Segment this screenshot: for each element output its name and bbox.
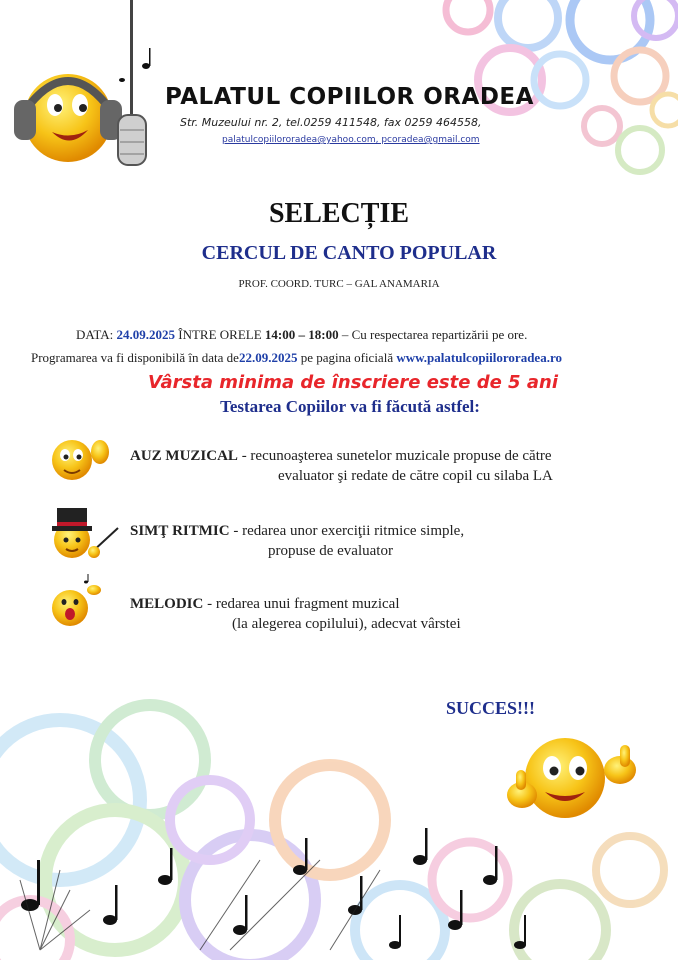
criterion-line1: - redarea unor exerciţii ritmice simple,	[233, 523, 465, 539]
programming-text-middle: pe pagina oficială	[300, 350, 394, 365]
criterion-line2: evaluator şi redate de către copil cu silaba LA	[278, 468, 553, 484]
programming-date: 22.09.2025	[238, 350, 298, 365]
criterion-name: MELODIC	[130, 596, 204, 612]
schedule-note: – Cu respectarea repartizării pe ore.	[341, 327, 528, 342]
criterion-melodic	[130, 594, 461, 634]
coordinator: PROF. COORD. TURC – GAL ANAMARIA	[238, 278, 440, 290]
min-age-notice: Vârsta minima de înscriere este de 5 ani	[148, 372, 558, 393]
selection-hours: 14:00 – 18:00	[264, 327, 339, 342]
criterion-name: AUZ MUZICAL	[130, 448, 238, 464]
criterion-line1: - redarea unui fragment muzical	[207, 596, 400, 612]
hours-label: ÎNTRE ORELE	[178, 327, 262, 342]
selection-date: 24.09.2025	[116, 327, 175, 342]
programming-line	[31, 350, 562, 366]
listening-emoji-icon	[52, 440, 109, 480]
thumbs-up-emoji-icon	[507, 738, 636, 818]
page-title: SELECȚIE	[268, 198, 410, 229]
criterion-simt-ritmic	[130, 521, 464, 561]
closing-message: SUCCES!!!	[446, 698, 536, 718]
criterion-line2: propuse de evaluator	[268, 543, 393, 559]
criterion-line1: - recunoaşterea sunetelor muzicale propuse de către	[241, 448, 552, 464]
org-address: Str. Muzeului nr. 2, tel.0259 411548, fax 0259 464558,	[180, 116, 482, 129]
criterion-auz-muzical	[130, 446, 553, 486]
org-name: PALATUL COPIILOR ORADEA	[165, 84, 534, 110]
microphone-icon	[118, 0, 151, 165]
top-hat-conductor-emoji-icon	[52, 508, 118, 558]
logo-headphones-emoji-icon	[14, 74, 122, 162]
programming-text-before: Programarea va fi disponibilă în data de	[31, 350, 239, 365]
page-subtitle: CERCUL DE CANTO POPULAR	[201, 242, 497, 264]
testing-intro: Testarea Copiilor va fi făcută astfel:	[220, 397, 480, 416]
criterion-line2: (la alegerea copilului), adecvat vârstei	[232, 616, 461, 632]
date-label: DATA:	[76, 327, 114, 342]
schedule-line	[76, 327, 527, 343]
org-emails[interactable]: palatulcopiilororadea@yahoo.com, pcoradea@gmail.com	[222, 135, 480, 145]
website-link[interactable]: www.palatulcopiilororadea.ro	[396, 350, 562, 365]
criterion-name: SIMŢ RITMIC	[130, 523, 230, 539]
singing-emoji-icon	[52, 574, 101, 626]
